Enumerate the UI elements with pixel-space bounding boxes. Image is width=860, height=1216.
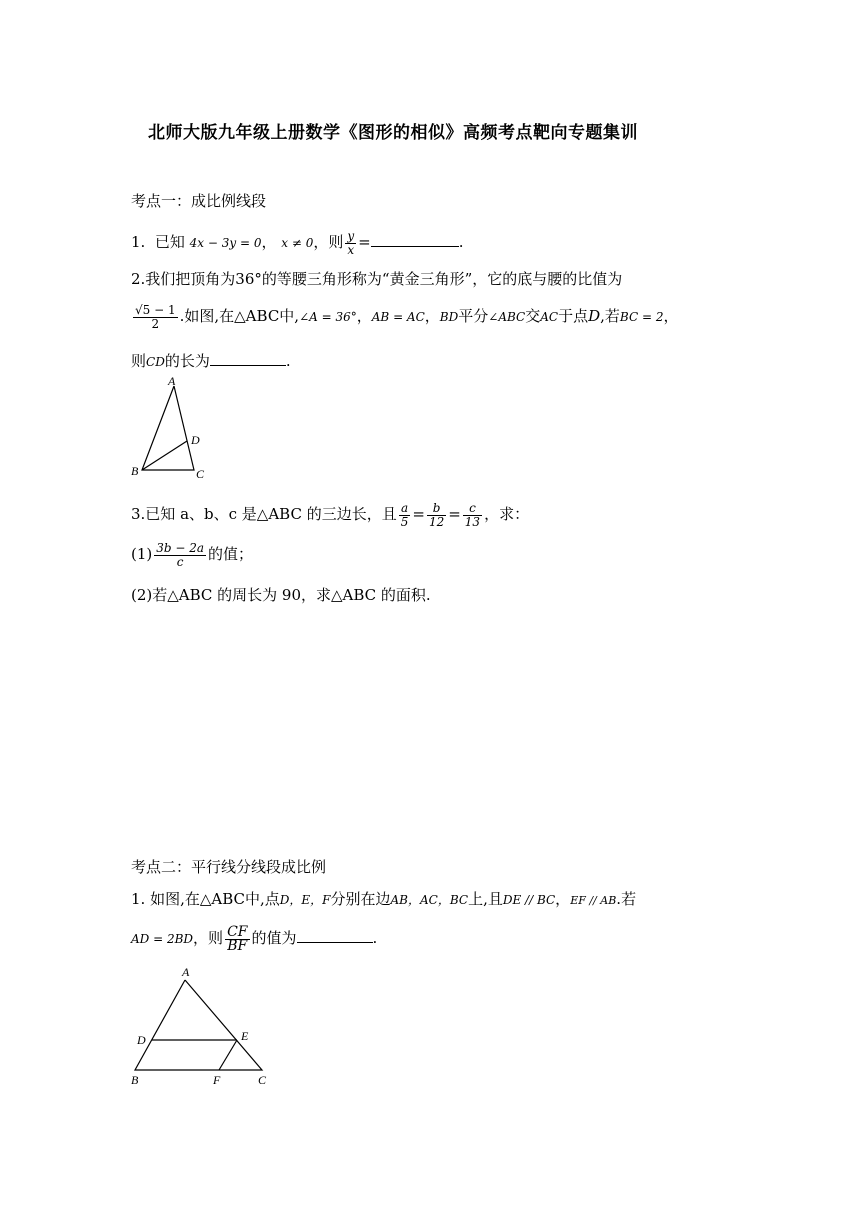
q-number: 1. <box>131 233 146 251</box>
frac-num: b <box>427 502 446 516</box>
fraction-a-5 <box>399 502 411 529</box>
eq-sign: = <box>358 233 371 251</box>
fraction-b-12 <box>427 502 446 529</box>
q-text: 上,且 <box>468 890 503 908</box>
de-parallel-bc: DE // BC <box>502 893 556 907</box>
q-text: 则 <box>131 352 147 370</box>
ab-eq-ac: AB = AC <box>371 310 425 324</box>
label-a: A <box>182 965 190 979</box>
question-1-2-line2 <box>131 298 678 335</box>
label-b: B <box>131 1073 139 1087</box>
segment-bd <box>142 441 187 470</box>
page-title: 北师大版九年级上册数学《图形的相似》高频考点靶向专题集训 <box>148 123 638 143</box>
triangle-abc <box>135 980 262 1070</box>
label-b: B <box>131 464 139 478</box>
then-text: ，则 <box>313 233 344 251</box>
cd: CD <box>146 355 165 369</box>
sep: ， <box>555 890 571 908</box>
frac-num: c <box>463 502 482 516</box>
sep: ， <box>424 307 440 325</box>
sep: ， <box>261 233 277 251</box>
ef-parallel-ab: EF // AB <box>570 894 617 907</box>
points-def: D，E，F <box>279 893 331 907</box>
q-text: 3.已知 a、b、c 是△ABC 的三边长，且 <box>131 505 397 523</box>
equation: 4x − 3y = 0 <box>189 236 262 250</box>
answer-blank[interactable] <box>210 365 286 366</box>
q-text: 交 <box>525 307 541 325</box>
q-text: 的值； <box>208 545 254 563</box>
frac-num: 3b − 2a <box>156 540 205 555</box>
angle-a: ∠A = 36° <box>299 310 357 324</box>
bc-eq-2: BC = 2 <box>619 310 664 324</box>
part-number: (1) <box>131 545 153 563</box>
sep: ， <box>663 307 679 325</box>
q-text: 1. 如图,在△ABC中,点 <box>131 890 280 908</box>
question-2-1-line1 <box>131 888 636 909</box>
question-1-2-line1: 2.我们把顶角为36°的等腰三角形称为“黄金三角形”，它的底与腰的比值为 <box>131 270 623 288</box>
end-dot: . <box>458 233 464 251</box>
golden-ratio-fraction <box>133 304 178 331</box>
q-text: 分别在边 <box>330 890 391 908</box>
q-text: 于点 <box>558 307 589 325</box>
bd: BD <box>439 310 459 324</box>
angle-abc: ∠ABC <box>488 310 526 324</box>
frac-num: CF <box>227 923 248 940</box>
answer-blank[interactable] <box>371 246 459 247</box>
triangle-abc <box>142 386 194 470</box>
ac: AC <box>540 310 559 324</box>
question-1-3: 3.已知 a、b、c 是△ABC 的三边长，且 $\frac{a}{5}$ = $\frac{b}{12}$ = $\frac{c}{13}$ ，求： <box>131 500 530 529</box>
question-2-1-line2 <box>131 918 377 959</box>
fraction-c-13 <box>463 502 482 529</box>
ad-eq-2bd: AD = 2BD <box>131 932 194 946</box>
section1-heading: 考点一：成比例线段 <box>131 192 267 210</box>
question-1-2-line3 <box>131 350 291 371</box>
segment-ef <box>219 1040 237 1070</box>
sides: AB，AC，BC <box>390 893 469 907</box>
frac-den: 2 <box>151 316 160 331</box>
label-e: E <box>241 1029 249 1043</box>
frac-den: 13 <box>464 514 481 529</box>
figure-parallel-lines <box>128 962 278 1092</box>
sep: ， <box>356 307 372 325</box>
answer-blank[interactable] <box>297 942 373 943</box>
question-1-3-part1 <box>131 534 253 574</box>
fraction-3b-2a-over-c <box>154 542 206 569</box>
frac-num: y <box>347 228 355 243</box>
frac-den: c <box>176 554 184 569</box>
fraction-cf-bf <box>225 923 249 954</box>
q-text: 平分 <box>458 307 489 325</box>
q-text: ，则 <box>193 929 224 947</box>
section2-heading: 考点二：平行线分线段成比例 <box>131 858 327 876</box>
condition: x ≠ 0 <box>281 236 314 250</box>
figure-golden-triangle <box>128 374 218 484</box>
end-dot: . <box>372 929 378 947</box>
end-dot: . <box>285 352 291 370</box>
label-f: F <box>213 1073 221 1087</box>
frac-den: 12 <box>428 514 445 529</box>
frac-num: a <box>399 502 411 516</box>
q-text: ,若 <box>600 307 620 325</box>
q-text: .如图,在△ABC中, <box>179 307 300 325</box>
q-text: 已知 <box>154 233 185 251</box>
frac-den: BF <box>227 937 248 954</box>
fraction-y-over-x <box>345 230 356 257</box>
label-a: A <box>168 374 176 388</box>
q-text: 的长为 <box>164 352 210 370</box>
label-d: D <box>137 1033 146 1047</box>
label-d: D <box>191 433 200 447</box>
q-text: ，求： <box>484 505 530 523</box>
q-text: 的值为 <box>251 929 297 947</box>
frac-den: 5 <box>400 514 409 529</box>
question-1-3-part2: (2)若△ABC 的周长为 90，求△ABC 的面积. <box>131 586 431 604</box>
label-c: C <box>258 1073 267 1087</box>
label-c: C <box>196 467 205 481</box>
q-text: .若 <box>616 890 637 908</box>
question-1-1 <box>131 222 464 263</box>
point-d: D <box>588 307 601 325</box>
frac-num: √5 − 1 <box>135 302 176 317</box>
frac-den: x <box>347 242 355 257</box>
